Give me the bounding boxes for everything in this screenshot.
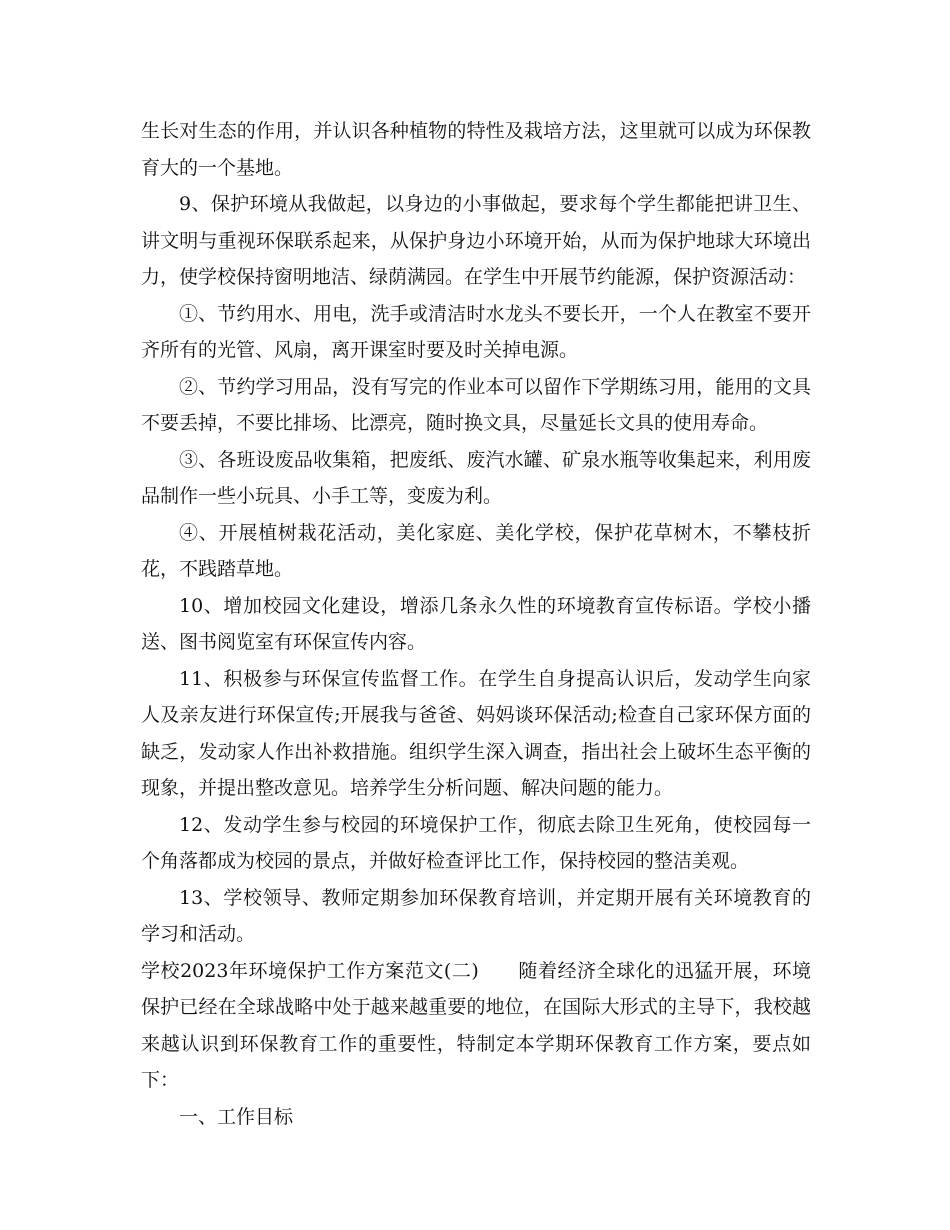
paragraph-subitem-1: ①、节约用水、用电，洗手或清洁时水龙头不要长开，一个人在教室不要开齐所有的光管、风扇，离开课室时要及时关掉电源。 [141, 302, 811, 361]
paragraph-section-two-intro: 学校2023年环境保护工作方案范文(二) 随着经济全球化的迅猛开展，环境保护已经在全球战略中处于越来越重要的地位，在国际大形式的主导下，我校越来越认识到环保教育工作的重要性，特制定本学期环保教育工作方案，要点如下： [141, 959, 811, 1091]
document-body [141, 113, 811, 1135]
paragraph-subitem-2: ②、节约学习用品，没有写完的作业本可以留作下学期练习用，能用的文具不要丢掉，不要比排场、比漂亮，随时换文具，尽量延长文具的使用寿命。 [141, 375, 811, 434]
paragraph-ecology-continuation: 生长对生态的作用，并认识各种植物的特性及栽培方法，这里就可以成为环保教育大的一个基地。 [141, 120, 811, 179]
paragraph-item-9: 9、保护环境从我做起，以身边的小事做起，要求每个学生都能把讲卫生、讲文明与重视环保联系起来，从保护身边小环境开始，从而为保护地球大环境出力，使学校保持窗明地洁、绿荫满园。在学生中开展节约能源，保护资源活动： [141, 193, 811, 288]
paragraph-item-11: 11、积极参与环保宣传监督工作。在学生自身提高认识后，发动学生向家人及亲友进行环保宣传;开展我与爸爸、妈妈谈环保活动;检查自己家环保方面的缺乏，发动家人作出补救措施。组织学生深入调查，指出社会上破坏生态平衡的现象，并提出整改意见。培养学生分析问题、解决问题的能力。 [141, 667, 811, 799]
paragraph-item-12: 12、发动学生参与校园的环境保护工作，彻底去除卫生死角，使校园每一个角落都成为校园的景点，并做好检查评比工作，保持校园的整洁美观。 [141, 813, 811, 872]
paragraph-item-10: 10、增加校园文化建设，增添几条永久性的环境教育宣传标语。学校小播送、图书阅览室有环保宣传内容。 [141, 594, 811, 653]
heading-work-goals: 一、工作目标 [179, 1105, 294, 1128]
paragraph-item-13: 13、学校领导、教师定期参加环保教育培训，并定期开展有关环境教育的学习和活动。 [141, 886, 811, 945]
paragraph-subitem-3: ③、各班设废品收集箱，把废纸、废汽水罐、矿泉水瓶等收集起来，利用废品制作一些小玩具、小手工等，变废为利。 [141, 448, 811, 507]
paragraph-subitem-4: ④、开展植树栽花活动，美化家庭、美化学校，保护花草树木，不攀枝折花，不践踏草地。 [141, 521, 811, 580]
